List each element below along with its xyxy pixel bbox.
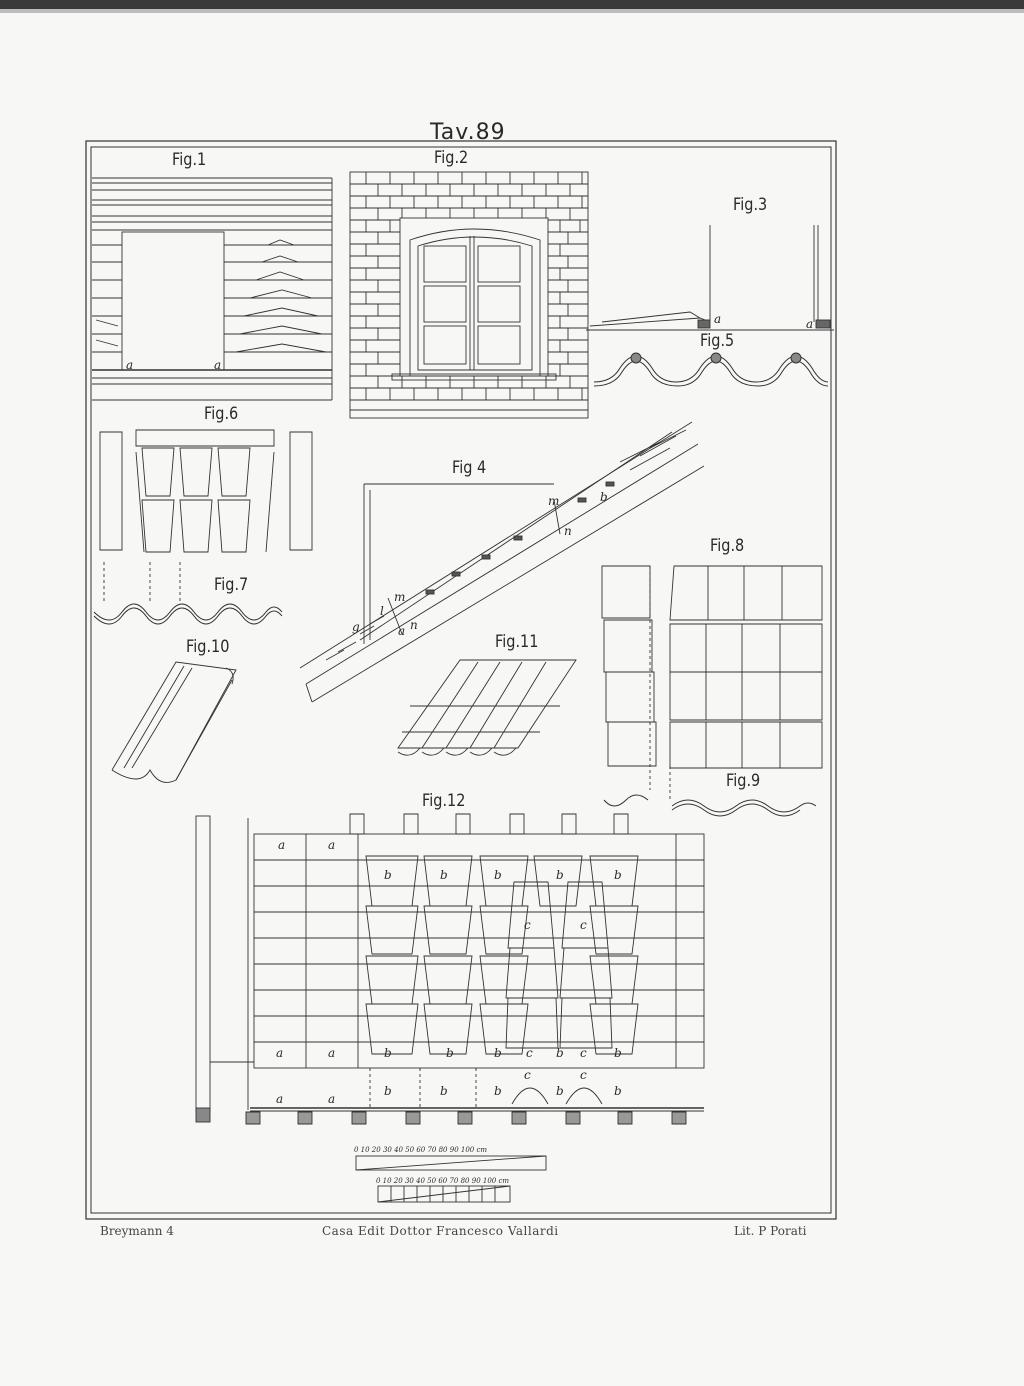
- fig6-drawing: [100, 430, 312, 604]
- fig10-drawing: [112, 662, 236, 782]
- fig12-letter-b6: b: [384, 1046, 392, 1060]
- fig4-letter-a: a: [398, 624, 406, 638]
- fig12-letter-b7: b: [446, 1046, 454, 1060]
- fig8-label: Fig.8: [710, 536, 745, 556]
- scale-upper-label: 0 10 20 30 40 50 60 70 80 90 100 cm: [354, 1146, 488, 1154]
- fig11-label: Fig.11: [495, 632, 539, 652]
- fig7-drawing: [94, 604, 282, 624]
- fig4-label: Fig 4: [452, 458, 487, 478]
- fig1-letter-a1: a: [126, 358, 134, 372]
- fig12-letter-c6: c: [580, 1068, 587, 1082]
- fig12-letter-b9: b: [556, 1046, 564, 1060]
- fig12-letter-b5: b: [614, 868, 622, 882]
- fig4-letter-m1: m: [548, 494, 560, 508]
- fig12-letter-b10: b: [614, 1046, 622, 1060]
- fig3-letter-a1: a: [714, 312, 722, 326]
- fig12-letter-a3: a: [276, 1046, 284, 1060]
- fig3-label: Fig.3: [733, 195, 768, 215]
- fig12-letter-b12: b: [440, 1084, 448, 1098]
- fig12-letter-a6: a: [328, 1092, 336, 1106]
- footer-right: Lit. P Porati: [734, 1224, 807, 1238]
- fig12-letter-b15: b: [614, 1084, 622, 1098]
- fig12-letter-a1: a: [278, 838, 286, 852]
- fig8-drawing: [602, 566, 822, 800]
- fig9-label: Fig.9: [726, 771, 761, 791]
- fig2-drawing: [350, 172, 588, 418]
- fig12-letter-b8: b: [494, 1046, 502, 1060]
- fig7-label: Fig.7: [214, 575, 249, 595]
- fig3-drawing: [586, 225, 834, 330]
- fig12-letter-c1: c: [524, 918, 531, 932]
- fig4-letter-b: b: [600, 490, 608, 504]
- scale-lower-label: 0 10 20 30 40 50 60 70 80 90 100 cm: [376, 1177, 510, 1185]
- fig12-letter-c3: c: [526, 1046, 533, 1060]
- fig1-label: Fig.1: [172, 150, 207, 170]
- fig1-letter-a2: a: [214, 358, 222, 372]
- fig12-letter-c5: c: [524, 1068, 531, 1082]
- fig5-drawing: [594, 353, 828, 386]
- footer-left: Breymann 4: [100, 1224, 174, 1238]
- fig12-letter-b3: b: [494, 868, 502, 882]
- fig12-letter-a5: a: [276, 1092, 284, 1106]
- fig12-letter-b13: b: [494, 1084, 502, 1098]
- fig4-letter-n2: n: [410, 618, 418, 632]
- fig12-letter-b4: b: [556, 868, 564, 882]
- fig2-label: Fig.2: [434, 148, 469, 168]
- fig4-letter-l: l: [380, 604, 384, 618]
- fig4-letter-g: g: [352, 620, 360, 634]
- plate-title: Tav.89: [430, 120, 506, 145]
- fig12-letter-b1: b: [384, 868, 392, 882]
- fig4-letter-n1: n: [564, 524, 572, 538]
- fig4-letter-m2: m: [394, 590, 406, 604]
- fig12-letter-b14: b: [556, 1084, 564, 1098]
- fig12-label: Fig.12: [422, 791, 466, 811]
- fig12-letter-a2: a: [328, 838, 336, 852]
- fig12-letter-c2: c: [580, 918, 587, 932]
- fig10-label: Fig.10: [186, 637, 230, 657]
- footer-center: Casa Edit Dottor Francesco Vallardi: [322, 1224, 559, 1238]
- fig5-label: Fig.5: [700, 331, 735, 351]
- fig11-drawing: [398, 660, 576, 755]
- fig12-letter-c4: c: [580, 1046, 587, 1060]
- fig12-letter-a4: a: [328, 1046, 336, 1060]
- fig12-letter-b11: b: [384, 1084, 392, 1098]
- fig9-drawing: [604, 795, 816, 816]
- fig12-letter-b2: b: [440, 868, 448, 882]
- fig3-letter-a2: a: [806, 317, 814, 331]
- fig12-drawing: [196, 814, 704, 1124]
- fig6-label: Fig.6: [204, 404, 239, 424]
